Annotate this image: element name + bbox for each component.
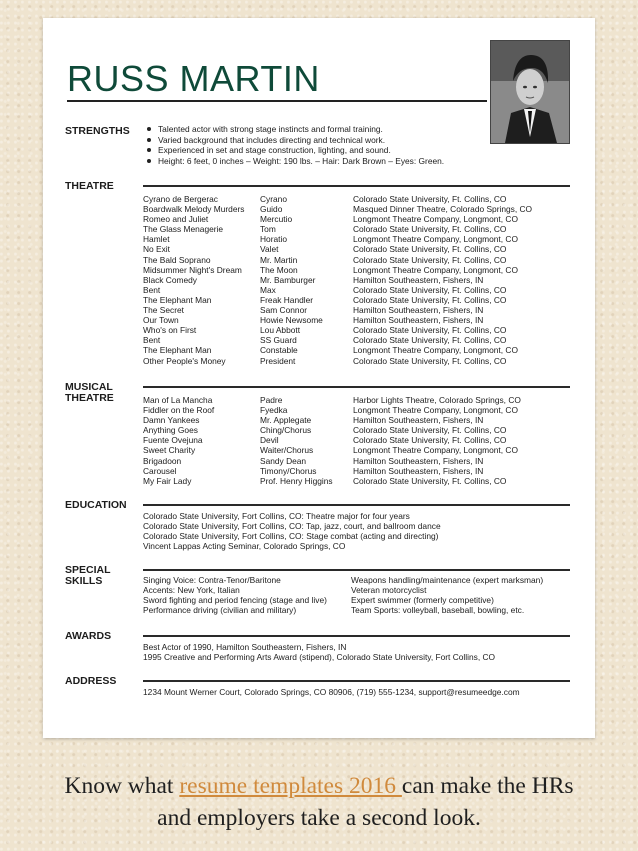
education-list [143, 511, 441, 551]
special-skills-divider [143, 569, 570, 571]
education-line: Colorado State University, Fort Collins, CO: Tap, jazz, court, and ballroom dance [143, 521, 441, 532]
candidate-name: RUSS MARTIN [67, 58, 320, 99]
bullet-icon [147, 138, 151, 142]
special-skills-heading: SPECIAL SKILLS [65, 564, 111, 587]
musical-theatre-divider [143, 386, 570, 388]
musical-theatre-heading: MUSICAL THEATRE [65, 381, 114, 404]
awards-heading: AWARDS [65, 630, 112, 642]
resume-page: RUSS MARTIN STRENGTHS Talented actor with strong stage instincts and formal training. Varied background that includes directing and technical work. Experienced in set and stage construction, lighting, and sound. Height: 6 feet, 0 inches – Weight: 190 lbs. – Hair: Dark Brown – Eyes: Green. THEATRE Cyrano de Bergerac Cyrano Colorado State University, Ft. Collins, CO Boardwalk Melody Murders Guido Masqued Dinner Theatre, Colorado Springs, CO Romeo and Juliet Mercutio Longmont Theatre Company, Longmont, CO The Glass Menagerie Tom Colorado State University, Ft. Collins, CO Hamlet Horatio Longmont Theatre Company, Longmont, CO No Exit Valet Colorado State University, Ft. Collins, CO The Bald Soprano Mr. Martin Colorado State University, Ft. Collins, CO Midsummer Night's Dream The Moon Longmont Theatre Company, Longmont, CO Black Comedy Mr. Bamburger Hamilton Southeastern, Fishers, IN Bent Max Colorado State University, Ft. Collins, CO The Elephant Man Freak Handler Colorado State University, Ft. Collins, CO The Secret Sam Connor Hamilton Southeastern, Fishers, IN Our Town Howie Newsome Hamilton Southeastern, Fishers, IN Who's on First Lou Abbott Colorado State University, Ft. Collins, CO Bent SS Guard Colorado State University, Ft. Collins, CO The Elephant Man Constable Longmont Theatre Company, Longmont, CO Other People's Money President Colorado State University, Ft. Collins, CO MUSICAL THEATRE Man of La Mancha Padre Harbor Lights Theatre, Colorado Springs, CO Fiddler on the Roof Fyedka Longmont Theatre Company, Longmont, CO Damn Yankees Mr. Applegate Hamilton Southeastern, Fishers, IN Anything Goes Ching/Chorus Colorado State University, Ft. Collins, CO Fuente Ovejuna Devil Colorado State University, Ft. Collins, CO Sweet Charity Waiter/Chorus Longmont Theatre Company, Longmont, CO Brigadoon Sandy Dean Hamilton Southeastern, Fishers, IN Carousel Timony/Chorus Hamilton Southeastern, Fishers, IN My Fair Lady Prof. Henry Higgins Colorado State University, Ft. Collins, CO EDUCATION Colorado State University, Fort Collins, CO: Theatre major for four years Colorado State University, Fort Collins, CO: Tap, jazz, court, and ballroom dance Colorado State University, Fort Collins, CO: Stage combat (acting and directing) Vincent Lappas Acting Seminar, Colorado Springs, CO SPECIAL SKILLS Singing Voice: Contra-Tenor/Baritone Weapons handling/maintenance (expert marksman) Accents: New York, Italian Veteran motorcyclist Sword fighting and period fencing (stage and live) Expert swimmer (formerly competitive) Performance driving (civilian and military) Team Sports: volleyball, baseball, bowling, etc. AWARDS Best Actor of 1990, Hamilton Southeastern, Fishers, IN 1995 Creative and Performing Arts Award (stipend), Colorado State University, Fort Collins, CO ADDRESS 1234 Mount Werner Court, Colorado Springs, CO 80906, (719) 555-1234, support@resumeedge.com [43, 18, 595, 738]
caption-line-2: and employers take a second look. [157, 805, 481, 831]
address-divider [143, 680, 570, 682]
awards-divider [143, 635, 570, 637]
bullet-icon [147, 159, 151, 163]
education-divider [143, 504, 570, 506]
theatre-heading: THEATRE [65, 180, 114, 192]
resume-templates-link[interactable]: resume templates 2016 [179, 773, 402, 799]
strength-item: Varied background that includes directing and technical work. [146, 135, 444, 146]
theatre-divider [143, 185, 570, 187]
address-line: 1234 Mount Werner Court, Colorado Springs, CO 80906, (719) 555-1234, support@resumeedge.com [143, 687, 520, 697]
name-divider [67, 100, 487, 102]
education-heading: EDUCATION [65, 499, 127, 511]
caption-line-1: Know what resume templates 2016 can make the HRs [64, 773, 574, 799]
award-line: Best Actor of 1990, Hamilton Southeastern, Fishers, IN [143, 642, 347, 652]
strengths-heading: STRENGTHS [65, 125, 130, 137]
strength-item: Height: 6 feet, 0 inches – Weight: 190 lbs. – Hair: Dark Brown – Eyes: Green. [146, 156, 444, 167]
strength-item: Talented actor with strong stage instincts and formal training. [146, 124, 444, 135]
caption [0, 770, 638, 834]
bullet-icon [147, 148, 151, 152]
profile-photo [490, 40, 570, 144]
education-line: Colorado State University, Fort Collins, CO: Theatre major for four years [143, 511, 410, 521]
strength-item: Experienced in set and stage construction, lighting, and sound. [146, 145, 444, 156]
portrait-image [491, 41, 569, 143]
strengths-list [146, 124, 444, 166]
address-heading: ADDRESS [65, 675, 117, 687]
education-line: Vincent Lappas Acting Seminar, Colorado Springs, CO [143, 541, 346, 552]
bullet-icon [147, 127, 151, 131]
awards-list [143, 642, 495, 662]
education-line: Colorado State University, Fort Collins, CO: Stage combat (acting and directing) [143, 531, 439, 542]
award-line: 1995 Creative and Performing Arts Award (stipend), Colorado State University, Fort Collins, CO [143, 652, 496, 663]
